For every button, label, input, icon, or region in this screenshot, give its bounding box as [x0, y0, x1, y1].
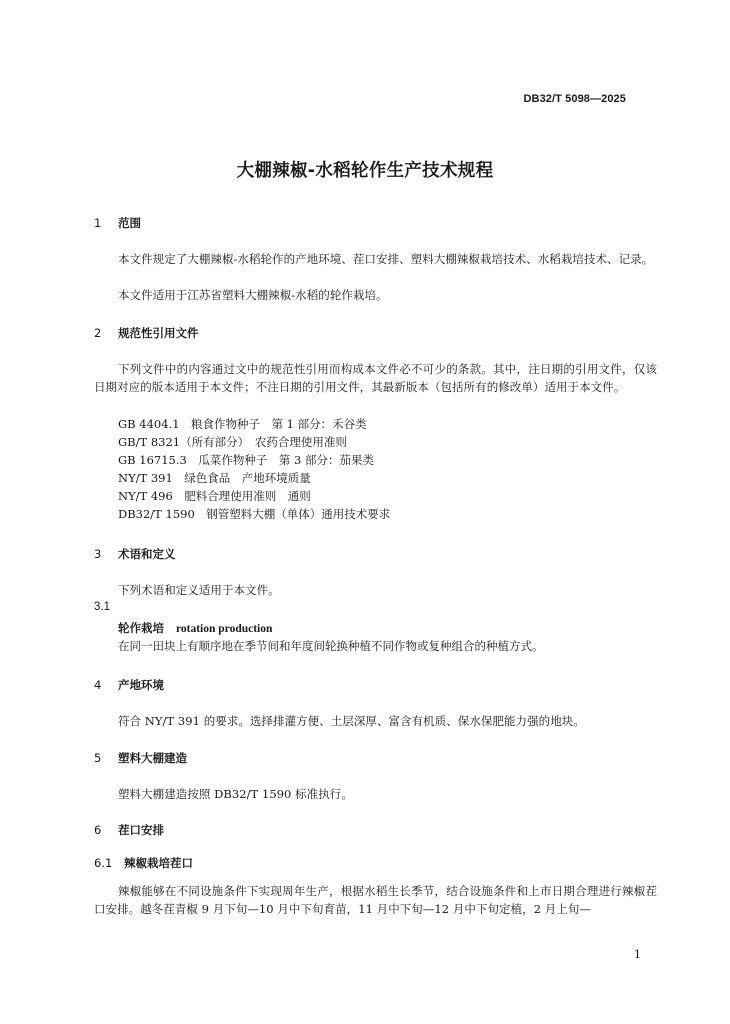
- section-5-paragraph: 塑料大棚建造按照 DB32/T 1590 标准执行。: [118, 787, 353, 801]
- section-2-heading: [94, 325, 199, 341]
- section-2-paragraph: 下列文件中的内容通过文中的规范性引用而构成本文件必不可少的条款。其中，注日期的引用文件，仅该日期对应的版本适用于本文件；不注日期的引用文件，其最新版本（包括所有的修改单）适用于本文件。: [94, 362, 657, 394]
- term-chinese: 轮作栽培: [118, 621, 164, 635]
- section-number: 5: [94, 751, 102, 765]
- section-title: 塑料大棚建造: [118, 751, 187, 765]
- section-4-heading: [94, 677, 164, 693]
- section-1-paragraph-2: 本文件适用于江苏省塑料大棚辣椒-水稻的轮作栽培。: [118, 288, 388, 302]
- standard-code: DB32/T 5098—2025: [523, 93, 626, 105]
- section-title: 产地环境: [118, 678, 164, 692]
- section-number: 6: [94, 823, 102, 837]
- section-number: 3: [94, 547, 102, 561]
- section-6-1-heading: [94, 855, 193, 871]
- reference-item: GB 16715.3 瓜菜作物种子 第 3 部分：茄果类: [118, 453, 374, 467]
- section-3-paragraph: 下列术语和定义适用于本文件。: [118, 583, 280, 597]
- term-definition: 在同一田块上有顺序地在季节间和年度间轮换种植不同作物或复种组合的种植方式。: [118, 639, 544, 653]
- reference-item: GB/T 8321（所有部分） 农药合理使用准则: [118, 435, 347, 449]
- section-number: 2: [94, 326, 102, 340]
- section-3-heading: [94, 546, 176, 562]
- section-title: 规范性引用文件: [118, 326, 199, 340]
- section-6-1-paragraph: 辣椒能够在不同设施条件下实现周年生产，根据水稻生长季节，结合设施条件和上市日期合理进行辣椒茬口安排。越冬茬青椒 9 月下旬—10 月中下旬育苗，11 月中下旬—12 月中下旬定植，2 月上旬—: [94, 884, 657, 916]
- subsection-number: 6.1: [94, 856, 113, 870]
- reference-item: GB 4404.1 粮食作物种子 第 1 部分：禾谷类: [118, 417, 367, 431]
- section-4-paragraph: 符合 NY/T 391 的要求。选择排灌方便、土层深厚、富含有机质、保水保肥能力强的地块。: [118, 714, 585, 728]
- term-entry: [118, 620, 272, 636]
- section-number: 4: [94, 678, 102, 692]
- section-1-paragraph-1: 本文件规定了大棚辣椒-水稻轮作的产地环境、茬口安排、塑料大棚辣椒栽培技术、水稻栽培技术、记录。: [118, 252, 654, 266]
- section-number: 1: [94, 216, 102, 230]
- section-title: 茬口安排: [118, 823, 164, 837]
- subsection-number: 3.1: [94, 601, 110, 613]
- reference-item: NY/T 496 肥料合理使用准则 通则: [118, 489, 311, 503]
- subsection-title: 辣椒栽培茬口: [124, 856, 193, 870]
- section-1-heading: [94, 215, 141, 231]
- page-number: 1: [634, 948, 641, 961]
- reference-item: NY/T 391 绿色食品 产地环境质量: [118, 471, 311, 485]
- section-5-heading: [94, 750, 187, 766]
- section-title: 范围: [118, 216, 141, 230]
- reference-item: DB32/T 1590 钢管塑料大棚（单体）通用技术要求: [118, 507, 391, 521]
- term-english: rotation production: [176, 623, 273, 635]
- document-title: 大棚辣椒-水稻轮作生产技术规程: [236, 161, 494, 181]
- section-6-heading: [94, 822, 164, 838]
- section-title: 术语和定义: [118, 547, 176, 561]
